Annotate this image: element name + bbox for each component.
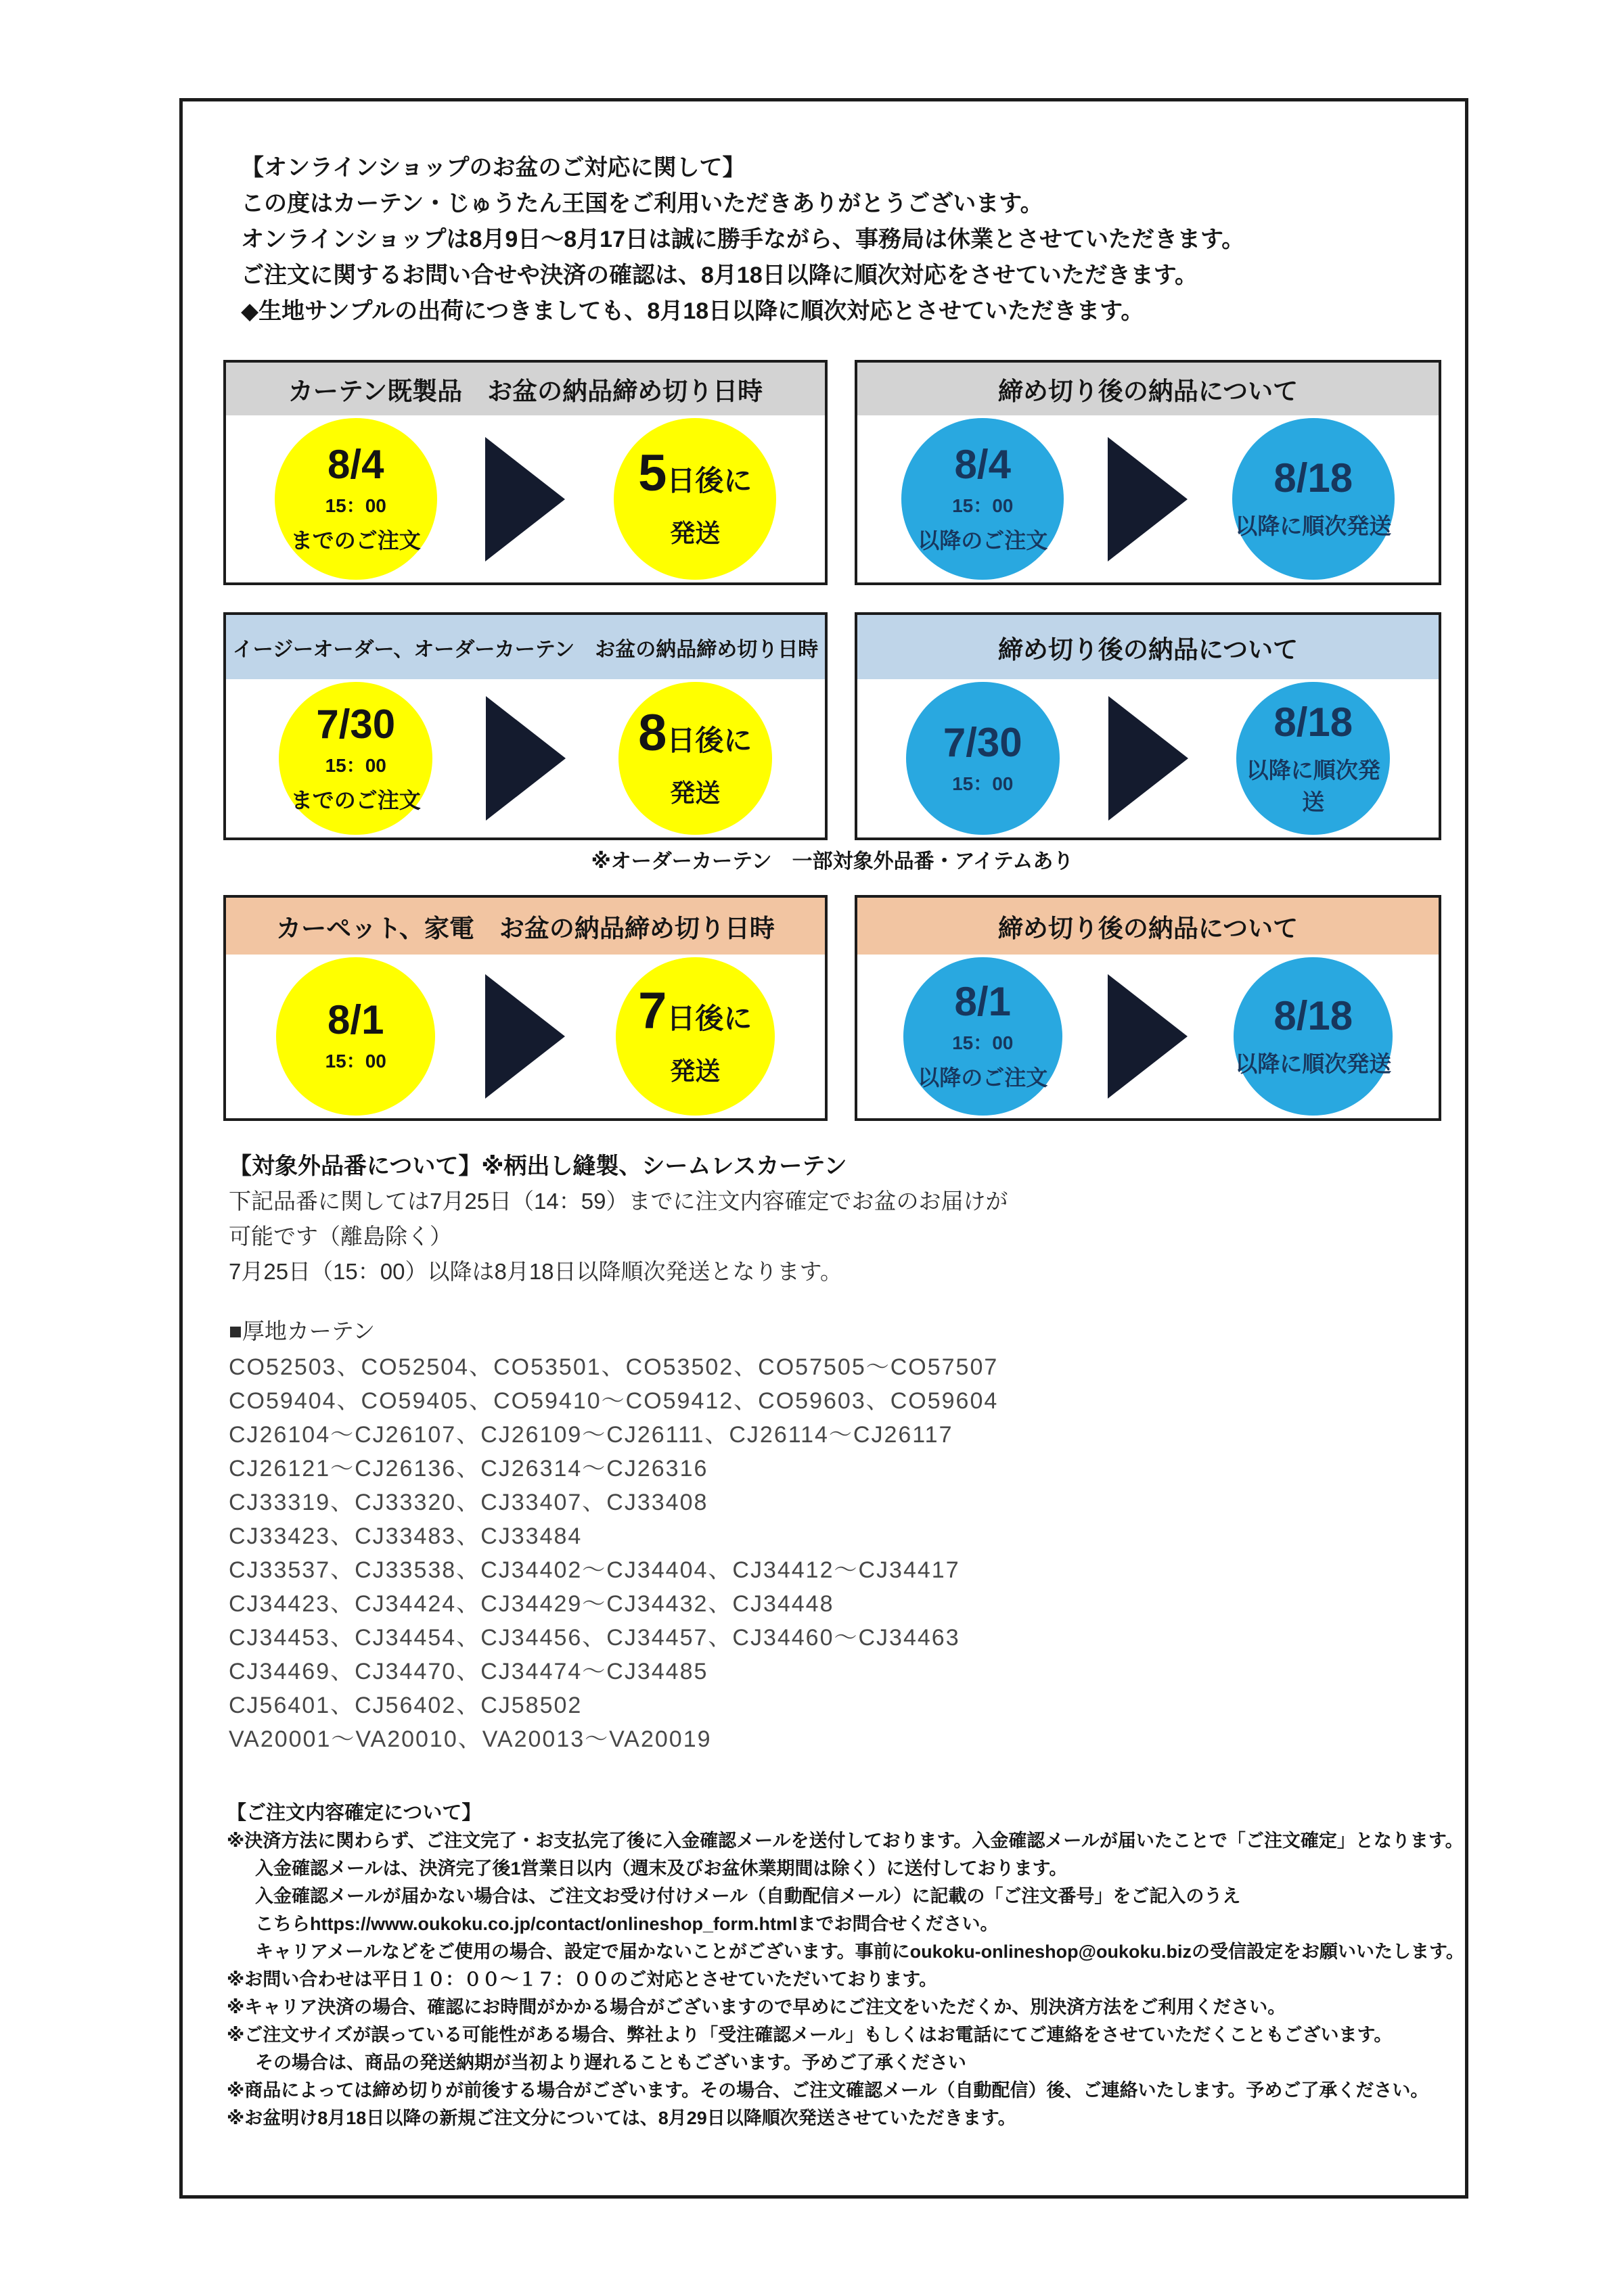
ship-days [638,982,752,1040]
deadline-date: 7/30 [316,701,396,747]
product-code-line: CJ34469、CJ34470、CJ34474～CJ34485 [229,1659,708,1684]
arrow-right-icon [485,974,565,1099]
box-header: イージーオーダー、オーダーカーテン お盆の納品締め切り日時 [226,615,825,679]
product-code-line: CJ33537、CJ33538、CJ34402～CJ34404、CJ34412～CJ34417 [229,1557,960,1583]
deadline-date: 8/1 [328,997,384,1043]
ship-after-circle [1234,957,1393,1116]
arrow-right-icon [1108,696,1188,821]
footer-note-line: その場合は、商品の発送納期が当初より遅れることもございます。予めご了承ください [255,2052,966,2073]
product-code-line: CJ26121～CJ26136、CJ26314～CJ26316 [229,1456,708,1482]
ship-after-circle [1236,682,1390,835]
thick-curtain-list-title: ■厚地カーテン [229,1318,376,1344]
footer-note-line: 入金確認メールは、決済完了後1営業日以内（週末及びお盆休業期間は除く）に送付しております。 [255,1858,1068,1879]
ship-days [638,444,752,503]
deadline-box-order-curtain [223,612,828,840]
box-body [857,679,1439,837]
ship-after-caption: 以降に順次発送 [1246,757,1380,814]
box-body [857,415,1439,582]
ship-after-date: 8/18 [1273,992,1353,1038]
ship-days-suffix: 日後に [667,725,752,756]
deadline-caption: までのご注文 [290,528,421,553]
footer-note-line: こちらhttps://www.oukoku.co.jp/contact/onlineshop_form.htmlまでお問合せください。 [255,1914,999,1934]
after-deadline-box-ready-made [855,360,1441,585]
deadline-box-carpet [223,895,828,1121]
ship-caption: 発送 [670,520,721,548]
after-time: 15：00 [952,1032,1014,1054]
after-date: 7/30 [943,719,1022,765]
ship-after-caption: 以降に順次発送 [1235,513,1392,539]
ship-days-number: 7 [638,982,667,1040]
product-code-list [229,1350,998,1756]
schedule-row-ready-made-curtain [223,360,1441,585]
order-confirmation-section [227,1799,1464,2132]
intro-line: オンラインショップは8月9日～8月17日は誠に勝手ながら、事務局は休業とさせていただきます。 [241,227,1245,252]
ship-days [638,704,752,762]
order-deadline-circle [279,682,432,835]
exception-line: 下記品番に関しては7月25日（14：59）までに注文内容確定でお盆のお届けが [229,1189,1008,1214]
ship-days-suffix: 日後に [667,465,752,497]
deadline-time: 15：00 [325,495,386,516]
order-deadline-circle [275,418,437,580]
ship-caption: 発送 [670,779,721,807]
box-body [857,955,1439,1118]
arrow-right-icon [1108,437,1188,561]
box-body [226,679,825,837]
ship-after-date: 8/18 [1273,455,1353,501]
ship-after-caption: 以降に順次発送 [1235,1051,1392,1076]
ship-result-circle [616,957,775,1116]
schedule-row-order-curtain [223,612,1441,840]
schedule-row-carpet-appliance [223,895,1441,1121]
ship-days-number: 5 [638,444,667,503]
order-after-circle [906,682,1060,835]
ship-result-circle [618,682,772,835]
product-code-line: CJ56401、CJ56402、CJ58502 [229,1693,583,1718]
product-code-line: CJ34423、CJ34424、CJ34429～CJ34432、CJ34448 [229,1591,834,1617]
exception-line: 7月25日（15：00）以降は8月18日以降順次発送となります。 [229,1259,842,1284]
deadline-time: 15：00 [325,1051,386,1072]
footer-note-line: 入金確認メールが届かない場合は、ご注文お受け付けメール（自動配信メール）に記載の「ご注文番号」をご記入のうえ [255,1886,1241,1906]
ship-result-circle [614,418,776,580]
footer-note-line: ※決済方法に関わらず、ご注文完了・お支払完了後に入金確認メールを送付しております。入金確認メールが届いたことで「ご注文確定」となります。 [227,1831,1464,1851]
exception-section [229,1149,1008,1289]
intro-title: 【オンラインショップのお盆のご対応に関して】 [241,155,746,181]
arrow-right-icon [486,696,566,821]
product-code-line: CJ26104～CJ26107、CJ26109～CJ26111、CJ26114～CJ26117 [229,1422,953,1448]
after-date: 8/1 [954,979,1011,1025]
after-caption: 以降のご注文 [918,528,1048,553]
exception-heading: 【対象外品番について】※柄出し縫製、シームレスカーテン [229,1153,847,1179]
arrow-right-icon [1108,974,1188,1099]
order-deadline-circle [276,957,435,1116]
deadline-date: 8/4 [328,441,384,487]
footer-note-line: ※キャリア決済の場合、確認にお時間がかかる場合がございますので早めにご注文をいただくか、別決済方法をご利用ください。 [227,1997,1286,2017]
footer-note-line: キャリアメールなどをご使用の場合、設定で届かないことがございます。事前にoukoku-onlineshop@oukoku.bizの受信設定をお願いいたします。 [255,1942,1464,1962]
deadline-caption: までのご注文 [290,787,421,812]
box-body [226,415,825,582]
box-header: 締め切り後の納品について [857,898,1439,955]
ship-days-number: 8 [638,704,667,762]
intro-line: ご注文に関するお問い合せや決済の確認は、8月18日以降に順次対応をさせていただきます。 [241,262,1198,288]
ship-after-circle [1232,418,1395,580]
box-header: 締め切り後の納品について [857,363,1439,415]
ship-after-date: 8/18 [1273,699,1353,745]
order-after-circle [901,418,1064,580]
product-code-line: CJ33319、CJ33320、CJ33407、CJ33408 [229,1490,708,1515]
after-deadline-box-carpet [855,895,1441,1121]
ship-days-suffix: 日後に [667,1002,752,1034]
intro-line: この度はカーテン・じゅうたん王国をご利用いただきありがとうございます。 [241,191,1043,216]
footer-note-line: ※お盆明け8月18日以降の新規ご注文分については、8月29日以降順次発送させていただきます。 [227,2108,1016,2128]
after-deadline-box-order-curtain [855,612,1441,840]
box-header: カーペット、家電 お盆の納品締め切り日時 [226,898,825,955]
after-time: 15：00 [952,495,1014,516]
after-time: 15：00 [952,773,1014,794]
ship-caption: 発送 [670,1057,721,1085]
product-code-line: VA20001～VA20010、VA20013～VA20019 [229,1726,712,1752]
intro-section [241,150,1244,329]
box-body [226,955,825,1118]
box-header: 締め切り後の納品について [857,615,1439,679]
footer-note-line: ※お問い合わせは平日１０：００～１７：００のご対応とさせていただいております。 [227,1969,938,1990]
product-code-line: CO52503、CO52504、CO53501、CO53502、CO57505～CO57507 [229,1354,999,1380]
arrow-right-icon [485,437,565,561]
box-header: カーテン既製品 お盆の納品締め切り日時 [226,363,825,415]
order-confirmation-heading: 【ご注文内容確定について】 [227,1802,482,1824]
order-after-circle [903,957,1062,1116]
order-curtain-note: ※オーダーカーテン 一部対象外品番・アイテムあり [591,850,1074,873]
exception-line: 可能です（離島除く） [229,1224,452,1249]
after-caption: 以降のご注文 [918,1065,1048,1090]
product-code-line: CJ34453、CJ34454、CJ34456、CJ34457、CJ34460～CJ34463 [229,1625,960,1651]
footer-note-line: ※ご注文サイズが誤っている可能性がある場合、弊社より「受注確認メール」もしくはお電話にてご連絡をさせていただくこともございます。 [227,2025,1393,2045]
intro-line: ◆生地サンプルの出荷につきましても、8月18日以降に順次対応とさせていただきます。 [241,298,1144,324]
product-code-line: CO59404、CO59405、CO59410～CO59412、CO59603、CO59604 [229,1388,999,1414]
deadline-time: 15：00 [325,754,386,776]
after-date: 8/4 [954,441,1011,487]
deadline-box-ready-made [223,360,828,585]
footer-note-line: ※商品によっては締め切りが前後する場合がございます。その場合、ご注文確認メール（自動配信）後、ご連絡いたします。予めご了承ください。 [227,2080,1429,2100]
product-code-line: CJ33423、CJ33483、CJ33484 [229,1523,583,1549]
